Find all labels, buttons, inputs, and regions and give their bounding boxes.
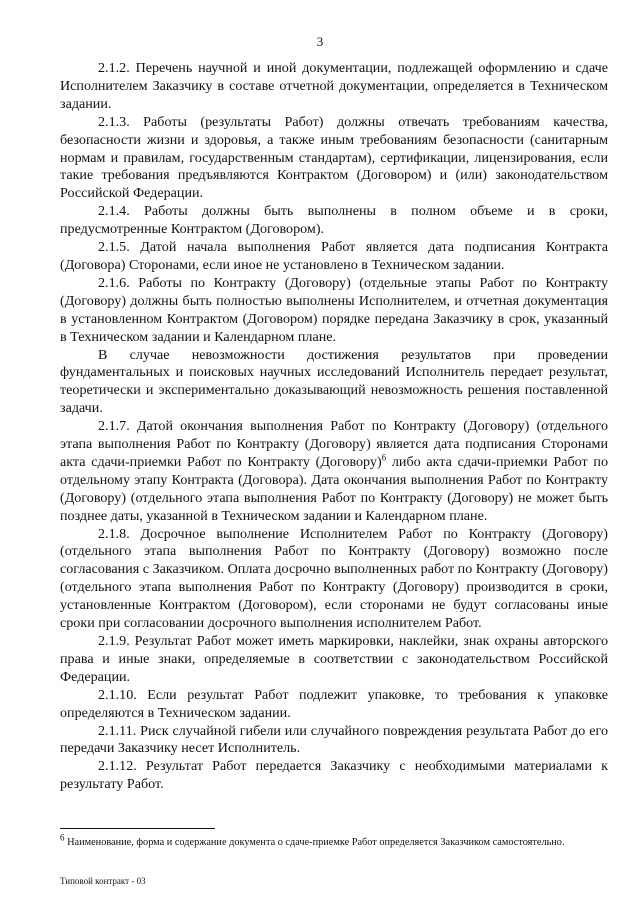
footnote: [60, 832, 608, 849]
paragraph-2-1-7-text-end: либо акта сдачи-приемки Работ по отдельному этапу Контракта (Договора). Дата окончания выполнения Работ по Контракту (Договору) (отдельного этапа выполнения Работ по Контракту (Договору) не может быть позднее даты, указанной в Техническом задании и Календарном плане.: [60, 453, 608, 524]
footnote-text: Наименование, форма и содержание документа о сдаче-приемке Работ определяется Заказчиком самостоятельно.: [64, 837, 565, 848]
paragraph-2-1-12: 2.1.12. Результат Работ передается Заказчику с необходимыми материалами к результату Работ.: [60, 758, 608, 793]
footnote-number: 6: [60, 832, 65, 843]
paragraph-2-1-2: 2.1.2. Перечень научной и иной документации, подлежащей оформлению и сдаче Исполнителем Заказчику в составе отчетной документации, определяется в Техническом задании.: [60, 60, 608, 112]
paragraph-2-1-10: 2.1.10. Если результат Работ подлежит упаковке, то требования к упаковке определяются в Техническом задании.: [60, 686, 608, 721]
footnote-reference: 6: [381, 452, 387, 463]
paragraph-2-1-7-text-start: 2.1.7. Датой окончания выполнения Работ по Контракту (Договору) (отдельного этапа выполнения Работ по Контракту (Договору) является дата подписания Сторонами акта сдачи-приемки Работ по Контракту (Договору): [60, 418, 608, 470]
paragraph-2-1-5: 2.1.5. Датой начала выполнения Работ является дата подписания Контракта (Договора) Сторонами, если иное не установлено в Техническом задании.: [60, 239, 608, 273]
paragraph-2-1-6: 2.1.6. Работы по Контракту (Договору) (отдельные этапы Работ по Контракту (Договору) должны быть полностью выполнены Исполнителем, и отчетная документация в установленном Контрактом (Договором) порядке передана Заказчику в срок, указанный в Техническом задании и Календарном плане.: [60, 274, 608, 345]
footnote-divider: [60, 828, 215, 829]
paragraph-2-1-9: 2.1.9. Результат Работ может иметь маркировки, наклейки, знак охраны авторского права и иные знаки, определяемые в соответствии с законодательством Российской Федерации.: [60, 633, 608, 685]
paragraph-2-1-7: [60, 418, 608, 525]
paragraph-2-1-4: 2.1.4. Работы должны быть выполнены в полном объеме и в сроки, предусмотренные Контрактом (Договором).: [60, 203, 608, 238]
paragraph-2-1-3: 2.1.3. Работы (результаты Работ) должны отвечать требованиям качества, безопасности жизни и здоровья, а также иным требованиям безопасности (санитарным нормам и правилам, государственным стандартам), сертификации, лицензирования, если такие требования предъявляются Контрактом (Договором) и (или) законодательством Российской Федерации.: [60, 113, 608, 202]
page-number: 3: [316, 34, 324, 49]
paragraph-2-1-8: 2.1.8. Досрочное выполнение Исполнителем Работ по Контракту (Договору) (отдельного этапа выполнения Работ по Контракту (Договору) возможно после согласования с Заказчиком. Оплата досрочно выполненных работ по Контракту (Договору) (отдельного этапа выполнения Работ по Контракту (Договору) производится в сроки, установленные Контрактом (Договором), если сторонами не будут согласованы иные сроки при согласовании досрочного выполнения исполнителем Работ.: [60, 525, 608, 632]
paragraph-2-1-11: 2.1.11. Риск случайной гибели или случайного повреждения результата Работ до его передачи Заказчику несет Исполнитель.: [60, 722, 608, 757]
document-body: [60, 60, 608, 794]
footer-label: Типовой контракт - 03: [60, 876, 146, 886]
paragraph-impossibility: В случае невозможности достижения результатов при проведении фундаментальных и поисковых научных исследований Исполнитель передает результат, теоретически и экспериментально доказывающий невозможность решения поставленной задачи.: [60, 346, 608, 417]
